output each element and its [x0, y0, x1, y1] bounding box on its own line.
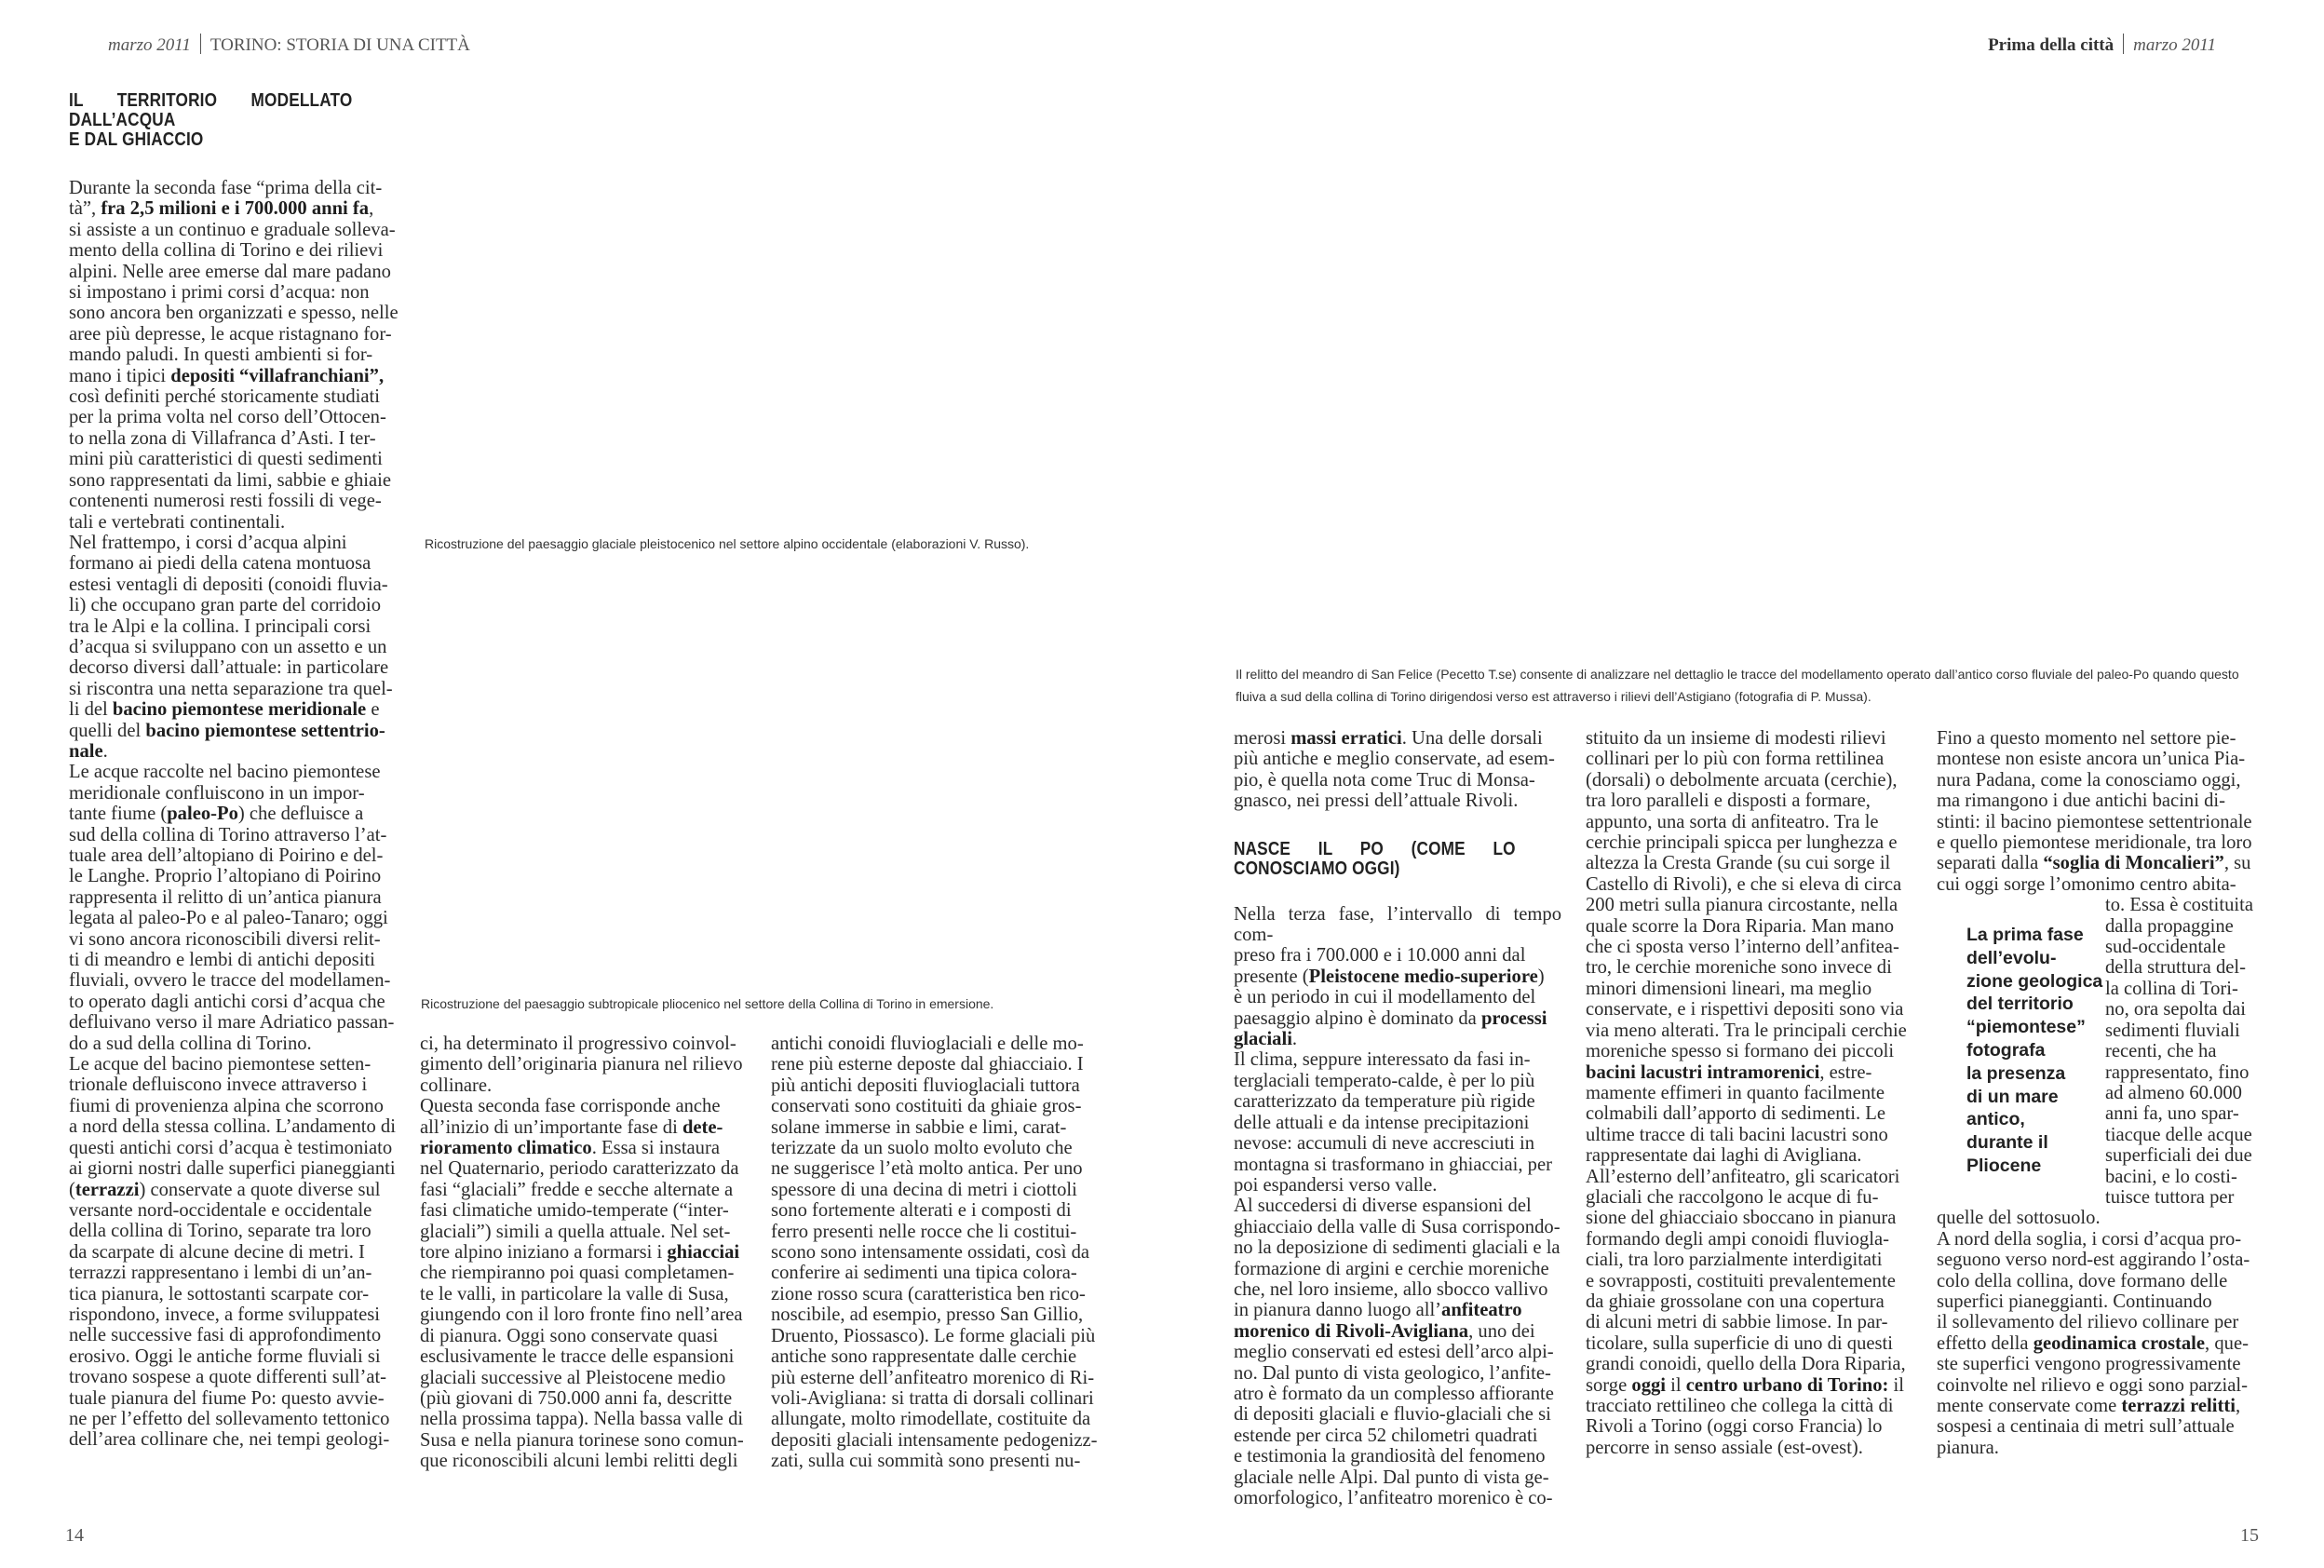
paragraph: Il clima, seppure interessato da fasi in- terglaciali temperato-calde, è per lo più caratterizzato da temperature più rigide delle attuali e da intense precipitazioni nevose: accumuli di neve accresciuti in montagna si trasformano in ghiacciai, per poi espandersi verso valle.	[1234, 1049, 1552, 1196]
column-1	[69, 91, 399, 1451]
paragraph: quelle del sottosuolo.	[1937, 1208, 2101, 1229]
paragraph: Nel frattempo, i corsi d’acqua alpini formano ai piedi della catena montuosa estesi ventagli di depositi (conoidi fluvia- li) che occupano gran parte del corridoio tra le Alpi e la collina. I principali corsi d’acqua si sviluppano con un assetto e un decorso diversi dall’attuale: in particolare si riscontra una netta separazione tra quel- li del bacino piemontese meridionale e quelli del bacino piemontese settentrio- nale.	[69, 532, 393, 762]
page-header-left	[108, 34, 470, 56]
paragraph: Le acque del bacino piemontese setten- trionale defluiscono invece attraverso i fiumi di provenienza alpina che scorrono a nord della stessa collina. L’andamento di questi antichi corsi d’acqua è testimoniato ai giorni nostri dalle superfici pianeggianti (terrazzi) conservate a quote diverse sul versante nord-occidentale e occidentale della collina di Torino, separate tra loro da scarpate di alcune decine di metri. I terrazzi rappresentano i lembi di un’an- tica pianura, le sottostanti scarpate cor- rispondono, invece, a forme sviluppatesi nelle successive fasi di approfondimento erosivo. Oggi le antiche forme fluviali si trovano sospese a quote differenti sull’at- tuale pianura del fiume Po: questo avvie- ne per l’effetto del sollevamento tettonico dell’area collinare che, nei tempi geologi-	[69, 1054, 396, 1451]
header-date-left: marzo 2011	[108, 35, 191, 55]
header-date-right: marzo 2011	[2133, 35, 2216, 55]
section-title-nasce-il-po: NASCE IL PO (COME LO CONOSCIAMO OGGI)	[1234, 838, 1516, 879]
paragraph: merosi massi erratici. Una delle dorsali più antiche e meglio conservate, ad esem- pio, è quella nota come Truc di Monsa- gnasco, nei pressi dell’attuale Rivoli.	[1234, 728, 1555, 812]
pull-quote: La prima fase dell’evolu- zione geologica del territorio “piemontese” fotografa la presenza di un mare antico, durante il Pliocene	[1966, 925, 2103, 1176]
column-3	[771, 1034, 1099, 1472]
paragraph: Durante la seconda fase “prima della cit- tà”, fra 2,5 milioni e i 700.000 anni fa, si assiste a un continuo e graduale solleva- mento della collina di Torino e dei rilievi alpini. Nelle aree emerse dal mare padano si impostano i primi corsi d’acqua: non sono ancora ben organizzati e spesso, nelle aree più depresse, le acque ristagnano for- mando paludi. In questi ambienti si for- mano i tipici depositi “villafranchiani”, così definiti perché storicamente studiati per la prima volta nel corso dell’Ottocen- to nella zona di Villafranca d’Asti. I ter- mini più caratteristici di questi sedimenti sono rappresentati da limi, sabbie e ghiaie contenenti numerosi resti fossili di vege- tali e vertebrati continentali.	[69, 178, 399, 533]
paragraph: ci, ha determinato il progressivo coinvol- gimento dell’originaria pianura nel rilievo collinare.	[420, 1034, 743, 1096]
paragraph: Fino a questo momento nel settore pie- montese non esiste ancora un’unica Pia- nura Padana, come la conosciamo oggi, ma rimangono i due antichi bacini di- stinti: il bacino piemontese settentrionale e quello piemontese meridionale, tra loro separati dalla “soglia di Moncalieri”, su cui oggi sorge l’omonimo centro abita-	[1937, 728, 2252, 895]
paragraph: A nord della soglia, i corsi d’acqua pro- seguono verso nord-est aggirando l’osta- colo della collina, dove formano delle superfici pianeggianti. Continuando il sollevamento del rilievo collinare per effetto della geodinamica crostale, que- ste superfici vengono progressivamente coinvolte nel rilievo e oggi sono parzial- mente conservate come terrazzi relitti, sospesi a centinaia di metri sull’attuale pianura.	[1937, 1228, 2250, 1458]
page-number-left: 14	[65, 1525, 84, 1546]
column-5	[1586, 728, 1913, 1458]
caption-glacial: Ricostruzione del paesaggio glaciale pleistocenico nel settore alpino occidentale (elaborazioni V. Russo).	[425, 536, 1030, 551]
header-divider	[2123, 34, 2124, 54]
paragraph: Nella terza fase, l’intervallo di tempo com- preso fra i 700.000 e i 10.000 anni dal presente (Pleistocene medio-superiore) è un periodo in cui il modellamento del paesaggio alpino è dominato da processi glaciali.	[1234, 903, 1561, 1050]
paragraph-narrow: to. Essa è costituita dalla propaggine sud-occidentale della struttura del- la collina di Tori- no, ora sepolta dai sedimenti fluviali recenti, che ha rappresentato, fino ad almeno 60.000 anni fa, uno spar- tiacque delle acque superficiali dei due bacini, e lo costi- tuisce tuttora per	[2105, 895, 2253, 1208]
header-title: TORINO: STORIA DI UNA CITTÀ	[209, 35, 470, 55]
header-section: Prima della città	[1988, 35, 2115, 55]
header-divider	[200, 34, 201, 54]
section-title-territorio: IL TERRITORIO MODELLATO DALL’ACQUA E DAL GHIACCIO	[69, 90, 353, 150]
column-4	[1234, 728, 1561, 1508]
page-number-right: 15	[2240, 1525, 2259, 1546]
paragraph: Al succedersi di diverse espansioni del ghiacciaio della valle di Susa corrispondo- no la deposizione di sedimenti glaciali e la formazione di argini e cerchie moreniche che, nel loro insieme, allo sbocco vallivo in pianura danno luogo all’anfiteatro morenico di Rivoli-Avigliana, uno dei meglio conservati ed estesi dell’arco alpi- no. Dal punto di vista geologico, l’anfite- atro è formato da un complesso affiorante di depositi glaciali e fluvio-glaciali che si estende per circa 52 chilometri quadrati e testimonia la grandiosità del fenomeno glaciale nelle Alpi. Dal punto di vista ge- omorfologico, l’anfiteatro morenico è co-	[1234, 1196, 1561, 1508]
paragraph: stituito da un insieme di modesti rilievi collinari per lo più con forma rettilinea (dorsali) o debolmente arcuata (cerchie), tra loro paralleli e disposti a formare, appunto, una sorta di anfiteatro. Tra le cerchie principali spicca per lunghezza e altezza la Cresta Grande (su cui sorge il Castello di Rivoli), e che si eleva di circa 200 metri sulla pianura circostante, nella quale scorre la Dora Riparia. Man mano che ci sposta verso l’interno dell’anfitea- tro, le cerchie moreniche sono invece di minori dimensioni lineari, ma meglio conservate, e i rispettivi depositi sono via via meno alterati. Tra le principali cerchie moreniche spesso si formano dei piccoli bacini lacustri intramorenici, estre- mamente effimeri in quanto facilmente colmabili dall’apporto di sedimenti. Le ultime tracce di tali bacini lacustri sono rappresentate dai laghi di Avigliana.	[1586, 728, 1907, 1167]
paragraph: All’esterno dell’anfiteatro, gli scaricatori glaciali che raccolgono le acque di fu- sione del ghiacciaio sboccano in pianura formando degli ampi conoidi fluviogla- ciali, tra loro parzialmente interdigitati e sovrapposti, costituiti prevalentemente da ghiaie grossolane con una copertura di alcuni metri di sabbie limose. In par- ticolare, sulla superficie di uno di questi grandi conoidi, quello della Dora Riparia, sorge oggi il centro urbano di Torino: il tracciato rettilineo che collega la città di Rivoli a Torino (oggi corso Francia) lo percorre in senso assiale (est-ovest).	[1586, 1166, 1906, 1458]
caption-subtropical: Ricostruzione del paesaggio subtropicale pliocenico nel settore della Collina di Torino in emersione.	[421, 996, 994, 1011]
paragraph: antichi conoidi fluvioglaciali e delle mo- rene più esterne deposte dal ghiacciaio. I più antichi depositi fluvioglaciali tuttora conservati sono costituiti da ghiaie gros- solane immerse in sabbie e limi, carat- terizzate da un suolo molto evoluto che ne suggerisce l’età molto antica. Per uno spessore di una decina di metri i ciottoli sono fortemente alterati e i composti di ferro presenti nelle rocce che li costitui- scono sono intensamente ossidati, così da conferire ai sedimenti una tipica colora- zione rosso scura (caratteristica ben rico- noscibile, ad esempio, presso San Gillio, Druento, Piossasco). Le forme glaciali più antiche sono rappresentate dalle cerchie più esterne dell’anfiteatro morenico di Ri- voli-Avigliana: si tratta di dorsali collinari allungate, molto rimodellate, costituite da depositi glaciali intensamente pedogenizz- zati, sulla cui sommità sono presenti nu-	[771, 1034, 1098, 1472]
paragraph: Le acque raccolte nel bacino piemontese meridionale confluiscono in un impor- tante fiume (paleo-Po) che defluisce a sud della collina di Torino attraverso l’at- tuale area dell’altopiano di Poirino e del- le Langhe. Proprio l’altopiano di Poirino rappresenta il relitto di un’antica pianura legata al paleo-Po e al paleo-Tanaro; oggi vi sono ancora riconoscibili diversi relit- ti di meandro e lembi di antichi depositi fluviali, ovvero le tracce del modellamen- to operato dagli antichi corsi d’acqua che defluivano verso il mare Adriatico passan- do a sud della collina di Torino.	[69, 762, 395, 1054]
column-2	[420, 1034, 748, 1472]
paragraph: Questa seconda fase corrisponde anche all’inizio di un’importante fase di dete- rioramento climatico. Essa si instaura nel Quaternario, periodo caratterizzato da fasi “glaciali” fredde e secche alternate a fasi climatiche umido-temperate (“inter- glaciali”) simili a quella attuale. Nel set- tore alpino iniziano a formarsi i ghiacciai che riempiranno poi quasi completamen- te le valli, in particolare la valle di Susa, giungendo con il loro fronte fino nell’area di pianura. Oggi sono conservate quasi esclusivamente le tracce delle espansioni glaciali successive al Pleistocene medio (più giovani di 750.000 anni fa, descritte nella prossima tappa). Nella bassa valle di Susa e nella pianura torinese sono comun- que riconoscibili alcuni lembi relitti degli	[420, 1096, 744, 1472]
page-header-right	[1988, 34, 2216, 56]
caption-meander: Il relitto del meandro di San Felice (Pecetto T.se) consente di analizzare nel dettaglio le tracce del modellamento operato dall’antico corso fluviale del paleo-Po quando questo fluiva a sud della collina di Torino dirigendosi verso est attraverso i rilievi dell’Astigiano (fotografia di P. Mussa).	[1236, 667, 2239, 704]
